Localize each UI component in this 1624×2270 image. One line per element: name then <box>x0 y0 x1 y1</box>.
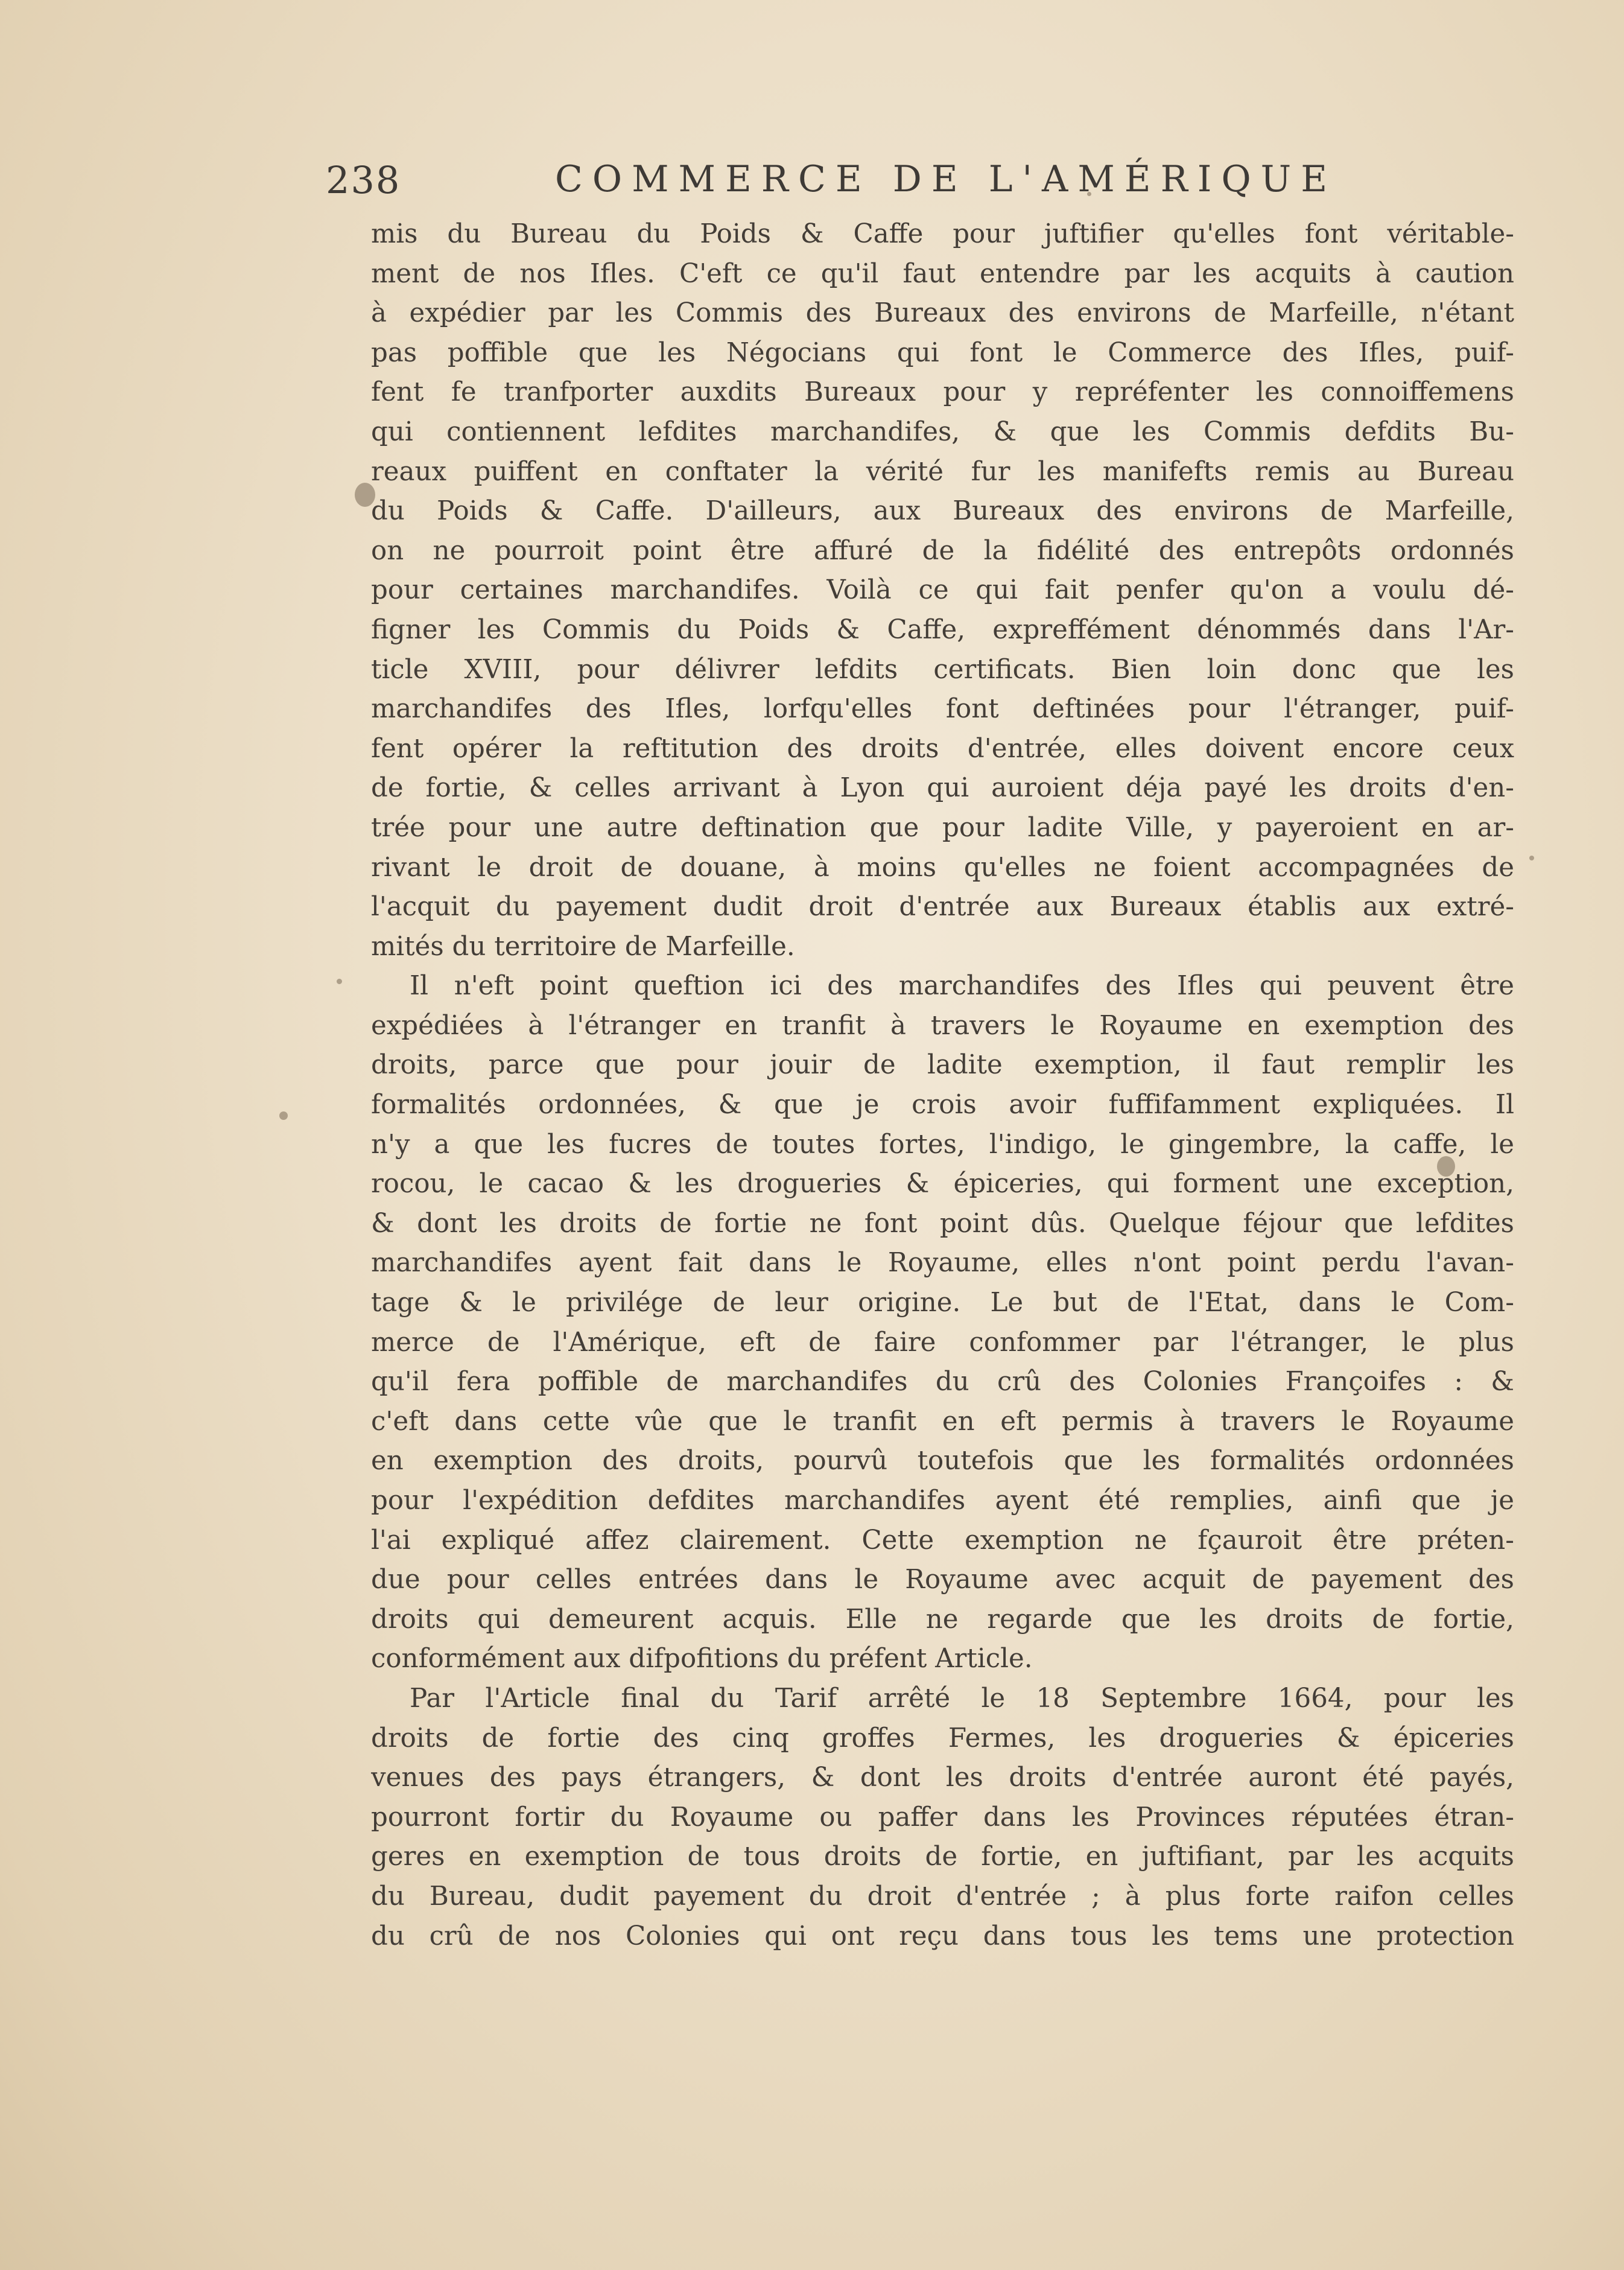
paragraph <box>371 967 1514 1679</box>
paper-speck <box>1529 856 1534 860</box>
text-line: pourront fortir du Royaume ou paffer dans les Provinces réputées étran- <box>371 1802 1514 1833</box>
text-line: fent fe tranfporter auxdits Bureaux pour y repréfenter les connoiffemens <box>371 377 1514 408</box>
text-line: Par l'Article final du Tarif arrêté le 18 Septembre 1664, pour les <box>410 1683 1514 1714</box>
text-line: ment de nos Ifles. C'eft ce qu'il faut entendre par les acquits à caution <box>371 258 1514 289</box>
text-line: pas poffible que les Négocians qui font le Commerce des Ifles, puif- <box>371 337 1514 368</box>
text-line: conformément aux difpofitions du préfent Article. <box>371 1644 1033 1674</box>
text-line: geres en exemption de tous droits de fortie, en juftifiant, par les acquits <box>371 1842 1514 1872</box>
paragraph <box>371 1679 1514 1956</box>
text-line: l'acquit du payement dudit droit d'entrée aux Bureaux établis aux extré- <box>371 892 1514 923</box>
text-line: rivant le droit de douane, à moins qu'elles ne foient accompagnées de <box>371 852 1514 883</box>
text-line: expédiées à l'étranger en tranfit à travers le Royaume en exemption des <box>371 1010 1514 1041</box>
text-line: qui contiennent lefdites marchandifes, & que les Commis defdits Bu- <box>371 416 1514 447</box>
text-line: du Bureau, dudit payement du droit d'entrée ; à plus forte raifon celles <box>371 1881 1514 1912</box>
text-line: du crû de nos Colonies qui ont reçu dans tous les tems une protection <box>371 1921 1514 1951</box>
text-line: en exemption des droits, pourvû toutefois que les formalités ordonnées <box>371 1446 1514 1477</box>
text-line: mités du territoire de Marfeille. <box>371 931 795 962</box>
text-line: à expédier par les Commis des Bureaux des environs de Marfeille, n'étant <box>371 298 1514 329</box>
text-line: marchandifes des Ifles, lorfqu'elles font deftinées pour l'étranger, puif- <box>371 694 1514 725</box>
paper-speck <box>279 1111 288 1120</box>
text-line: rocou, le cacao & les drogueries & épiceries, qui forment une exception, <box>371 1169 1514 1200</box>
text-line: mis du Bureau du Poids & Caffe pour juftifier qu'elles font véritable- <box>371 219 1514 249</box>
text-line: formalités ordonnées, & que je crois avoir fuffifamment expliquées. Il <box>371 1090 1514 1121</box>
text-line: droits de fortie des cinq groffes Fermes, les drogueries & épiceries <box>371 1723 1514 1753</box>
paragraph <box>371 215 1514 967</box>
text-line: trée pour une autre deftination que pour ladite Ville, y payeroient en ar- <box>371 812 1514 843</box>
text-line: merce de l'Amérique, eft de faire confommer par l'étranger, le plus <box>371 1327 1514 1358</box>
text-line: tage & le privilége de leur origine. Le but de l'Etat, dans le Com- <box>371 1288 1514 1318</box>
text-line: fent opérer la reftitution des droits d'entrée, elles doivent encore ceux <box>371 733 1514 764</box>
text-line: on ne pourroit point être affuré de la fidélité des entrepôts ordonnés <box>371 535 1514 566</box>
text-line: Il n'eft point queftion ici des marchandifes des Ifles qui peuvent être <box>410 971 1514 1002</box>
body-text <box>371 215 1514 1956</box>
text-line: venues des pays étrangers, & dont les droits d'entrée auront été payés, <box>371 1763 1514 1793</box>
text-line: c'eft dans cette vûe que le tranfit en eft permis à travers le Royaume <box>371 1406 1514 1437</box>
text-line: droits, parce que pour jouir de ladite exemption, il faut remplir les <box>371 1050 1514 1081</box>
page-header <box>326 158 1369 206</box>
text-line: pour certaines marchandifes. Voilà ce qui fait penfer qu'on a voulu dé- <box>371 575 1514 606</box>
paper-speck <box>337 979 342 984</box>
text-line: qu'il fera poffible de marchandifes du crû des Colonies Françoifes : & <box>371 1367 1514 1397</box>
text-line: de fortie, & celles arrivant à Lyon qui auroient déja payé les droits d'en- <box>371 773 1514 804</box>
running-title: COMMERCE DE L'AMÉRIQUE <box>555 158 1337 200</box>
text-line: reaux puiffent en conftater la vérité fur les manifefts remis au Bureau <box>371 456 1514 487</box>
text-line: pour l'expédition defdites marchandifes ayent été remplies, ainfi que je <box>371 1486 1514 1516</box>
text-line: droits qui demeurent acquis. Elle ne regarde que les droits de fortie, <box>371 1604 1514 1635</box>
text-line: n'y a que les fucres de toutes fortes, l'indigo, le gingembre, la caffe, le <box>371 1129 1514 1160</box>
text-line: & dont les droits de fortie ne font point dûs. Quelque féjour que lefdites <box>371 1208 1514 1239</box>
text-line: du Poids & Caffe. D'ailleurs, aux Bureaux des environs de Marfeille, <box>371 496 1514 527</box>
page-number: 238 <box>326 158 401 202</box>
text-line: l'ai expliqué affez clairement. Cette exemption ne fçauroit être préten- <box>371 1525 1514 1556</box>
text-line: marchandifes ayent fait dans le Royaume, elles n'ont point perdu l'avan- <box>371 1248 1514 1279</box>
text-line: figner les Commis du Poids & Caffe, expreffément dénommés dans l'Ar- <box>371 614 1514 645</box>
text-line: ticle XVIII, pour délivrer lefdits certificats. Bien loin donc que les <box>371 654 1514 685</box>
text-line: due pour celles entrées dans le Royaume avec acquit de payement des <box>371 1565 1514 1595</box>
